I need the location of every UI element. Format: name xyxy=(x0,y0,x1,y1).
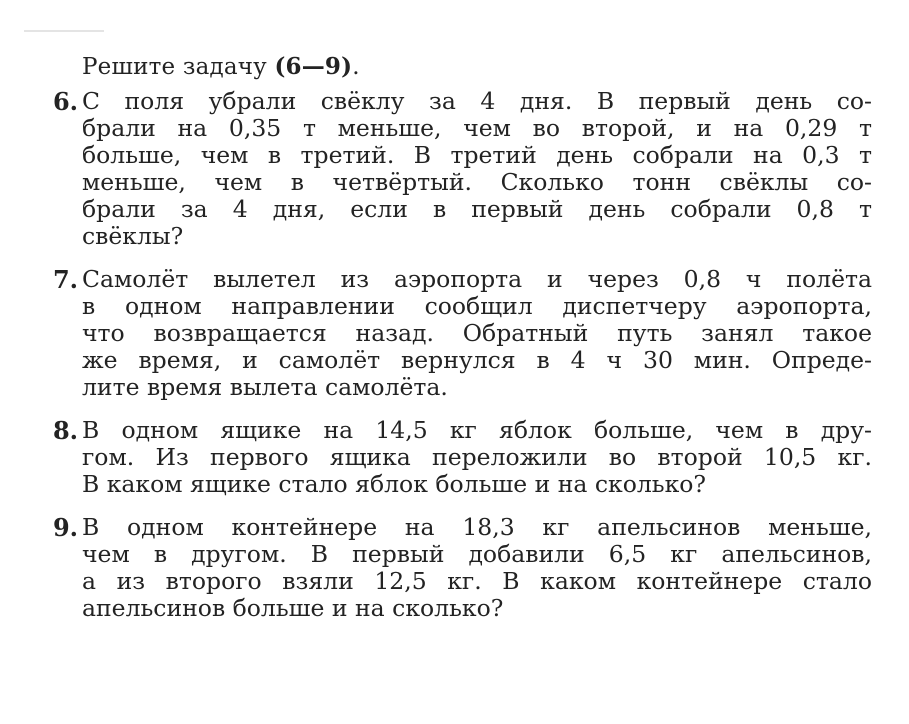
problem-number: 8. xyxy=(52,416,78,445)
problem-line: Самолёт вылетел из аэропорта и через 0,8 ч полёта xyxy=(82,265,872,293)
problem-line: В одном ящике на 14,5 кг яблок больше, чем в дру- xyxy=(82,416,872,444)
problem-number: 9. xyxy=(52,513,78,542)
problem-line: С поля убрали свёклу за 4 дня. В первый день со- xyxy=(82,87,872,115)
problem-line: апельсинов больше и на сколько? xyxy=(82,594,504,622)
problem-line: что возвращается назад. Обратный путь занял такое xyxy=(82,319,872,347)
problem-line: В каком ящике стало яблок больше и на сколько? xyxy=(82,470,707,498)
task-instruction xyxy=(82,52,888,82)
problem-line: чем в другом. В первый добавили 6,5 кг апельсинов, xyxy=(82,540,872,568)
problem-6 xyxy=(28,88,888,250)
problem-line: брали на 0,35 т меньше, чем во второй, и на 0,29 т xyxy=(82,114,872,142)
problem-line: гом. Из первого ящика переложили во второй 10,5 кг. xyxy=(82,443,872,471)
problem-line: лите время вылета самолёта. xyxy=(82,373,448,401)
problem-line: меньше, чем в четвёртый. Сколько тонн свёклы со- xyxy=(82,168,872,196)
problem-text xyxy=(82,417,888,498)
problem-line: а из второго взяли 12,5 кг. В каком контейнере стало xyxy=(82,567,872,595)
problem-text xyxy=(82,514,888,622)
problem-line: же время, и самолёт вернулся в 4 ч 30 мин. Опреде- xyxy=(82,346,872,374)
instruction-end: . xyxy=(352,54,360,80)
problem-8 xyxy=(28,417,888,498)
problem-line: свёклы? xyxy=(82,222,184,250)
scan-artifact xyxy=(24,30,104,32)
problem-set xyxy=(28,52,888,638)
problem-number: 6. xyxy=(52,87,78,116)
problem-line: в одном направлении сообщил диспетчеру аэропорта, xyxy=(82,292,872,320)
problem-line: больше, чем в третий. В третий день собрали на 0,3 т xyxy=(82,141,872,169)
problem-number: 7. xyxy=(52,265,78,294)
problem-line: брали за 4 дня, если в первый день собрали 0,8 т xyxy=(82,195,872,223)
problem-range: (6—9) xyxy=(274,53,353,80)
problem-text xyxy=(82,88,888,250)
problem-line: В одном контейнере на 18,3 кг апельсинов меньше, xyxy=(82,513,872,541)
problem-text xyxy=(82,266,888,401)
instruction-text: Решите задачу xyxy=(82,54,275,80)
problem-7 xyxy=(28,266,888,401)
problem-9 xyxy=(28,514,888,622)
